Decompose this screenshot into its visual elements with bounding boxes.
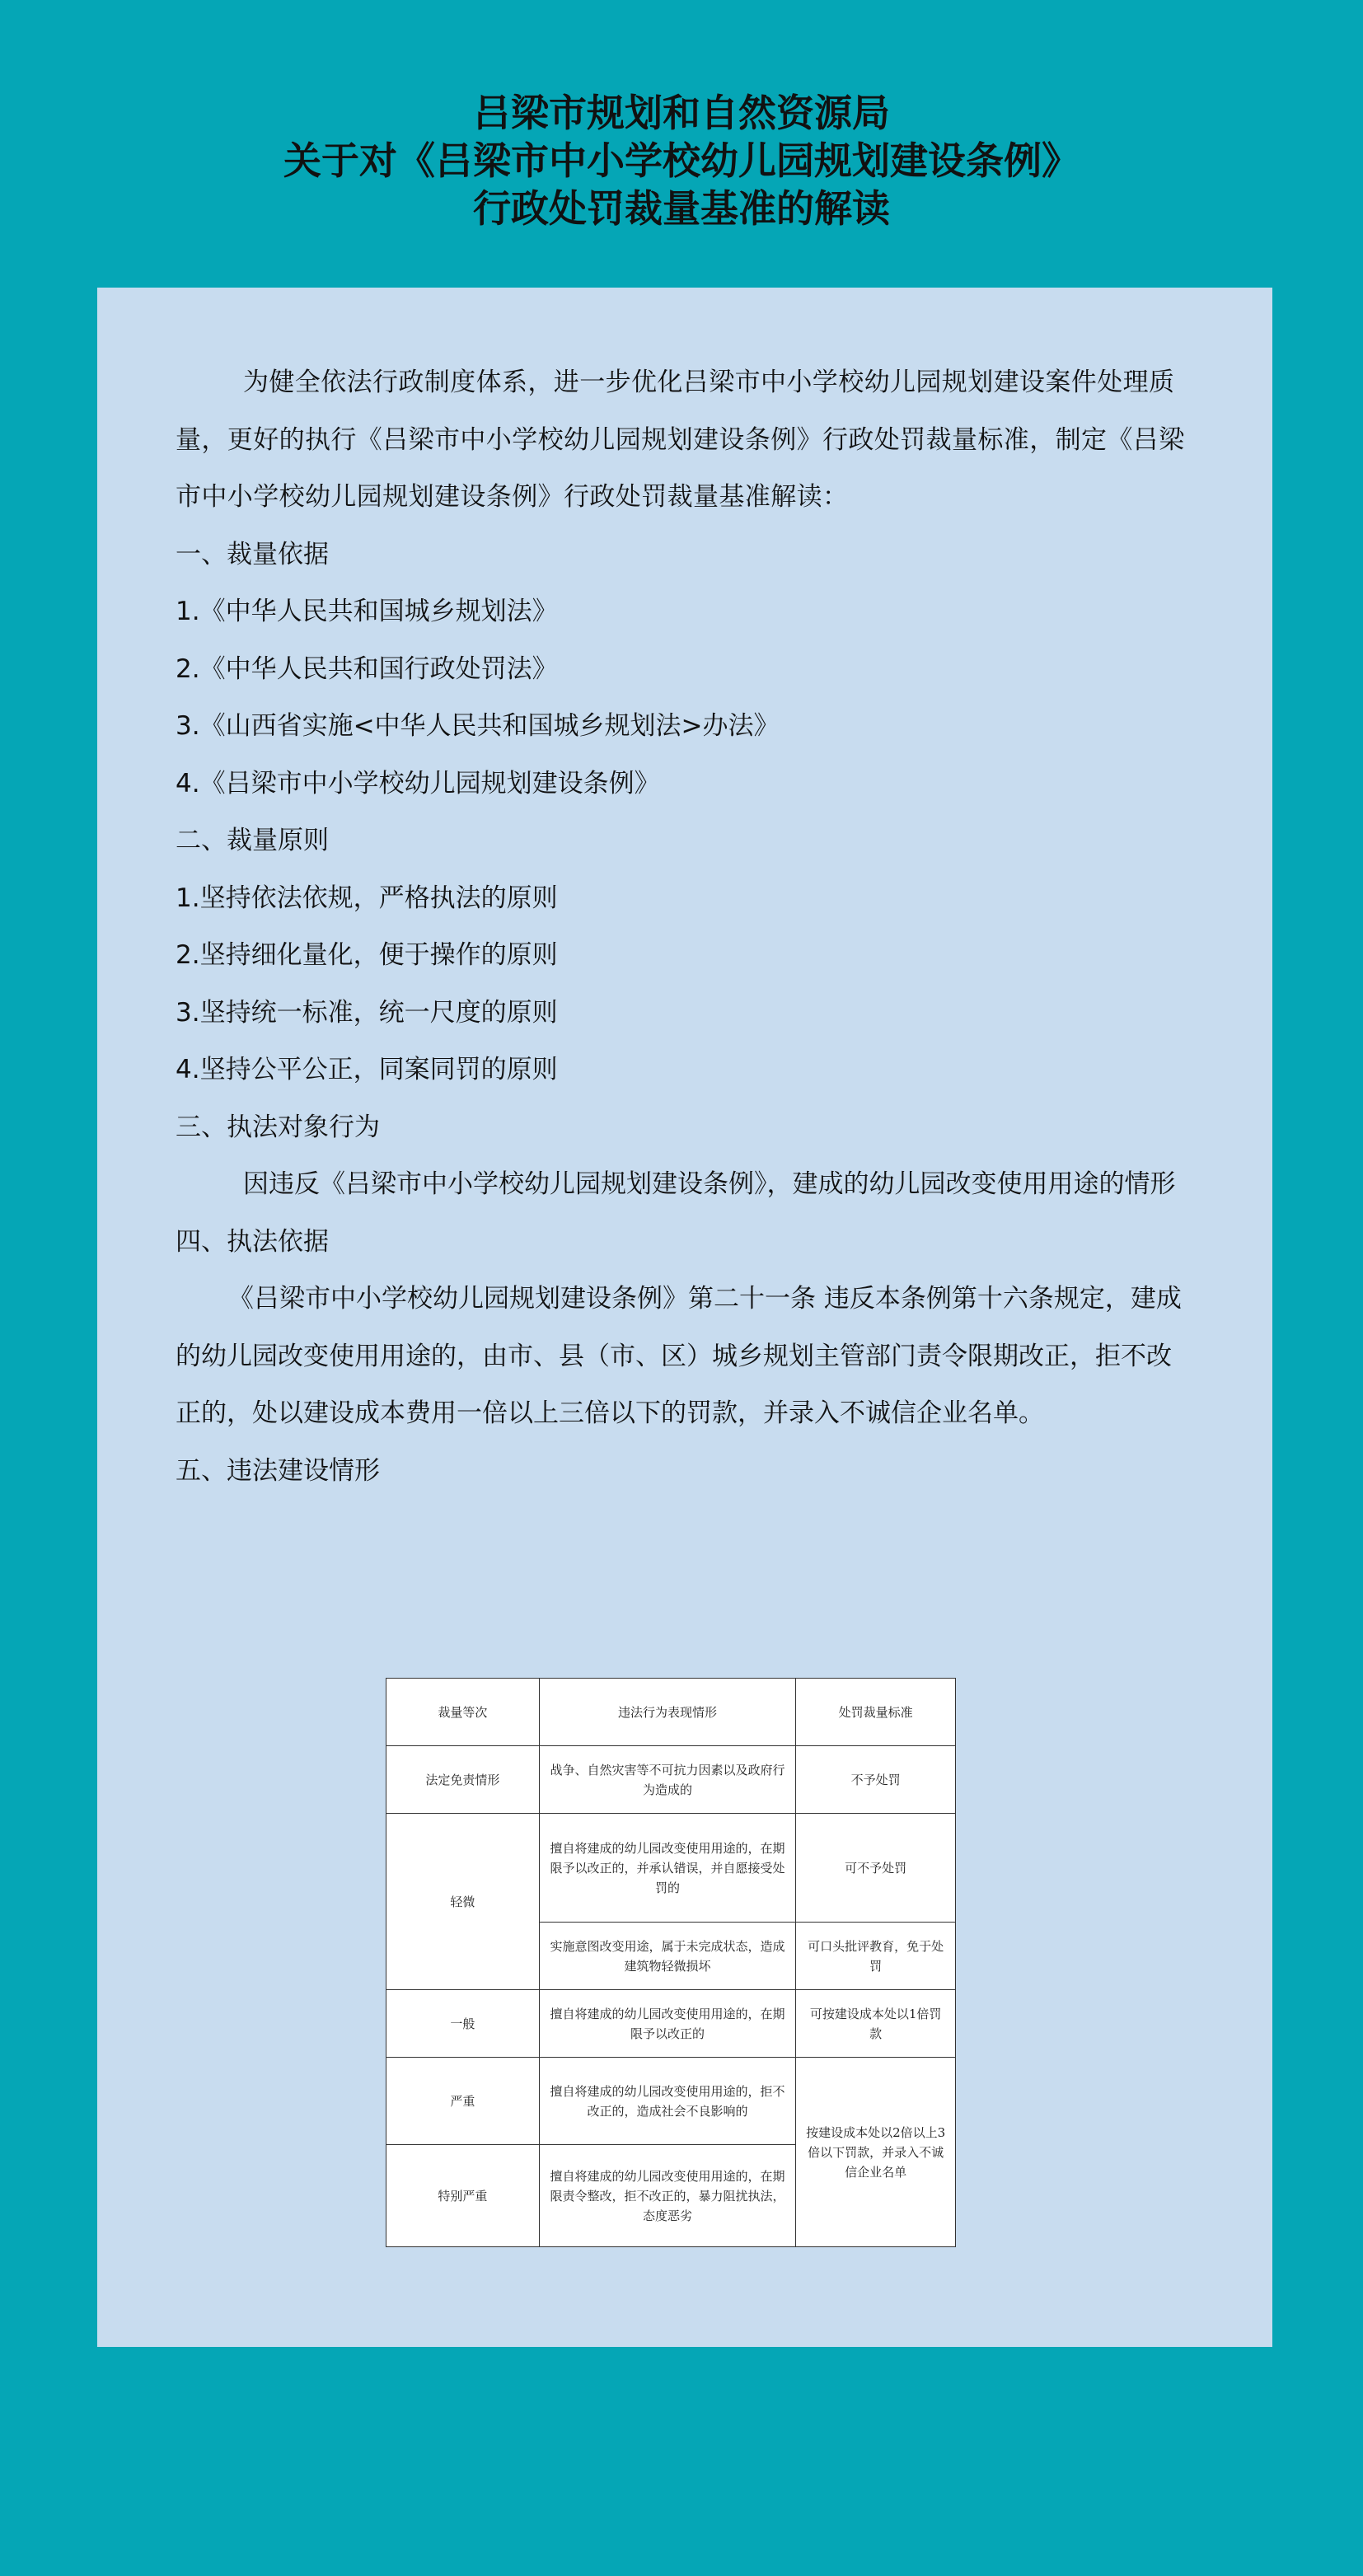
level-cell: 一般 <box>386 1990 540 2058</box>
intro-paragraph: 为健全依法行政制度体系，进一步优化吕梁市中小学校幼儿园规划建设案件处理质量，更好的执行《吕梁市中小学校幼儿园规划建设条例》行政处罚裁量标准，制定《吕梁市中小学校幼儿园规划建设条例》行政处罚裁量基准解读： <box>176 368 1185 512</box>
title-line-1: 吕梁市规划和自然资源局 <box>473 91 890 135</box>
principle-item-4: 4.坚持公平公正，同案同罚的原则 <box>176 1055 558 1084</box>
header-behavior: 违法行为表现情形 <box>539 1679 796 1746</box>
header-penalty: 处罚裁量标准 <box>796 1679 956 1746</box>
target-paragraph: 因违反《吕梁市中小学校幼儿园规划建设条例》，建成的幼儿园改变使用用途的情形 <box>243 1169 1176 1199</box>
level-cell: 严重 <box>386 2058 540 2145</box>
title-line-2: 关于对《吕梁市中小学校幼儿园规划建设条例》 <box>283 138 1080 183</box>
behavior-cell: 擅自将建成的幼儿园改变使用用途的，在期限责令整改，拒不改正的，暴力阻扰执法，态度恶劣 <box>539 2145 796 2247</box>
document-body <box>176 354 1191 1500</box>
section-heading-legal-basis: 四、执法依据 <box>176 1226 329 1257</box>
level-cell: 法定免责情形 <box>386 1746 540 1814</box>
basis-item-3: 3.《山西省实施<中华人民共和国城乡规划法>办法》 <box>176 711 780 741</box>
behavior-cell: 擅自将建成的幼儿园改变使用用途的，在期限予以改正的，并承认错误，并自愿接受处罚的 <box>539 1814 796 1923</box>
principle-item-2: 2.坚持细化量化，便于操作的原则 <box>176 940 558 970</box>
penalty-table <box>386 1678 956 2247</box>
level-cell: 特别严重 <box>386 2145 540 2247</box>
penalty-cell: 可按建设成本处以1倍罚款 <box>796 1990 956 2058</box>
document-title <box>0 89 1363 232</box>
behavior-cell: 战争、自然灾害等不可抗力因素以及政府行为造成的 <box>539 1746 796 1814</box>
section-heading-basis: 一、裁量依据 <box>176 539 329 569</box>
section-heading-violations: 五、违法建设情形 <box>176 1455 380 1486</box>
table-row <box>386 1990 956 2058</box>
penalty-cell: 可不予处罚 <box>796 1814 956 1923</box>
title-line-3: 行政处罚裁量基准的解读 <box>473 186 890 231</box>
basis-item-2: 2.《中华人民共和国行政处罚法》 <box>176 653 558 684</box>
behavior-cell: 擅自将建成的幼儿园改变使用用途的，在期限予以改正的 <box>539 1990 796 2058</box>
legal-basis-text: 《吕梁市中小学校幼儿园规划建设条例》第二十一条 违反本条例第十六条规定，建成的幼儿园改变使用用途的，由市、县（市、区）城乡规划主管部门责令限期改正，拒不改正的，处以建设成本费用一倍以上三倍以下的罚款，并录入不诚信企业名单。 <box>176 1284 1182 1428</box>
basis-item-4: 4.《吕梁市中小学校幼儿园规划建设条例》 <box>176 768 660 799</box>
section-heading-target: 三、执法对象行为 <box>176 1112 380 1142</box>
section-heading-principles: 二、裁量原则 <box>176 826 329 855</box>
penalty-cell: 按建设成本处以2倍以上3倍以下罚款，并录入不诚信企业名单 <box>796 2058 956 2247</box>
header-level: 裁量等次 <box>386 1679 540 1746</box>
principle-item-1: 1.坚持依法依规，严格执法的原则 <box>176 883 558 913</box>
table-row <box>386 1746 956 1814</box>
table-row <box>386 2058 956 2145</box>
level-cell: 轻微 <box>386 1814 540 1990</box>
penalty-cell: 不予处罚 <box>796 1746 956 1814</box>
behavior-cell: 实施意图改变用途，属于未完成状态，造成建筑物轻微损坏 <box>539 1923 796 1990</box>
basis-item-1: 1.《中华人民共和国城乡规划法》 <box>176 597 558 626</box>
table-row <box>386 1814 956 1923</box>
table-header-row <box>386 1679 956 1746</box>
penalty-cell: 可口头批评教育，免于处罚 <box>796 1923 956 1990</box>
legal-basis-paragraph <box>176 1271 1191 1443</box>
behavior-cell: 擅自将建成的幼儿园改变使用用途的，拒不改正的，造成社会不良影响的 <box>539 2058 796 2145</box>
principle-item-3: 3.坚持统一标准，统一尺度的原则 <box>176 997 558 1028</box>
